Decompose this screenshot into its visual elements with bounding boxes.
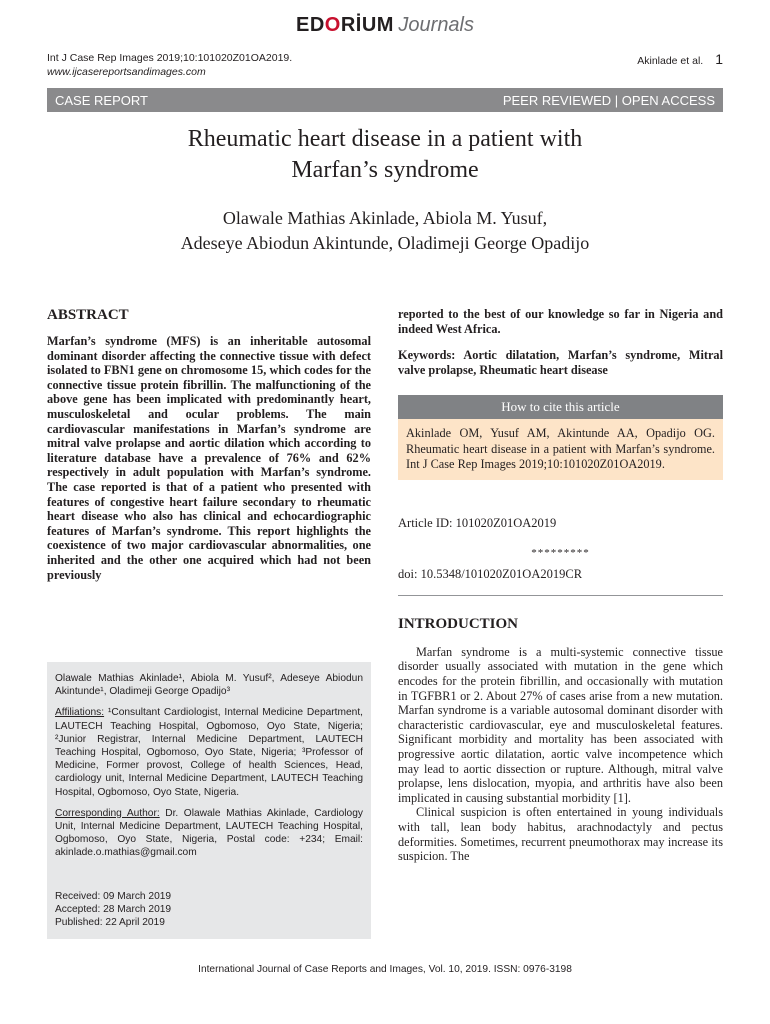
article-id: Article ID: 101020Z01OA2019 (398, 515, 557, 530)
running-header-citation (47, 51, 292, 79)
cite-heading: How to cite this article (398, 395, 723, 419)
logo-journals: Journals (398, 14, 475, 36)
author-list: Olawale Mathias Akinlade, Abiola M. Yusuf, Adeseye Abiodun Akintunde, Oladimeji George Opadijo (180, 208, 590, 253)
keywords: Keywords: Aortic dilatation, Marfan’s syndrome, Mitral valve prolapse, Rheumatic heart disease (398, 348, 723, 377)
abstract-heading: ABSTRACT (47, 307, 129, 323)
divider (398, 595, 723, 596)
published-date: Published: 22 April 2019 (55, 917, 165, 929)
abstract-text: Marfan’s syndrome (MFS) is an inheritable autosomal dominant disorder affecting the connective tissue with defect isolated to FBN1 gene on chromosome 15, which codes for the connective tissue protein fibrillin. The malfunctioning of the above gene has been implicated with predominantly heart, musculoskeletal and ocular problems. The main cardiovascular manifestations in Marfan’s syndrome are mitral valve prolapse and aortic dilation which according to literature database have a prevalence of 76% and 62% respectively in adult population with Marfan’s syndrome. The case reported is that of a patient who presented with features of congestive heart failure secondary to rheumatic heart disease who also has clinical and echocardiographic features of Marfan’s syndrome. This report highlights the coexistence of two major cardiovascular abnormalities, one inherited and the other one acquired which had not been previously (47, 334, 371, 582)
accepted-date: Accepted: 28 March 2019 (55, 904, 172, 916)
page-footer: International Journal of Case Reports and Images, Vol. 10, 2019. ISSN: 0976-3198 (198, 964, 572, 975)
article-title: Rheumatic heart disease in a patient with Marfan’s syndrome (187, 126, 583, 183)
affiliation-authors: Olawale Mathias Akinlade¹, Abiola M. Yusuf², Adeseye Abiodun Akintunde¹, Oladimeji George Opadijo³ (55, 673, 363, 698)
introduction-paragraph-1: Marfan syndrome is a multi-systemic connective tissue disorder usually associated with mutation in the gene which encodes for the protein fibrillin, and occasionally with mutation in TGFBR1 or 2. About 27% of cases arise from a new mutation. Marfan syndrome is a variable autosomal dominant disorder with characteristic cardiovascular, eye and musculoskeletal features. Significant morbidity and mortality has been associated with progressive aortic dilatation, aortic valve incompetence which may lead to aortic dissection or rupture. Although, mitral valve prolapse, lens dislocation, myopia, and arthritis have also been implicated in causing substantial morbidity [1]. (398, 644, 723, 805)
right-column (398, 307, 723, 864)
left-column (47, 307, 371, 582)
introduction-heading: INTRODUCTION (398, 615, 519, 632)
article-type-banner (47, 88, 723, 112)
received-date: Received: 09 March 2019 (55, 891, 172, 902)
affiliation-box (47, 662, 371, 939)
journal-url[interactable]: www.ijcasereportsandimages.com (47, 66, 206, 78)
logo-brand: EDORİUM (295, 14, 394, 36)
author-short: Akinlade et al. (637, 55, 704, 67)
cite-text: Akinlade OM, Yusuf AM, Akintunde AA, Opadijo OG. Rheumatic heart disease in a patient with Marfan’s syndrome. Int J Case Rep Images 2019;10:101020Z01OA2019. (398, 419, 723, 480)
peer-review-label: PEER REVIEWED | OPEN ACCESS (502, 92, 715, 108)
page-number: 1 (715, 51, 723, 67)
separator-stars: ********* (531, 546, 590, 559)
running-header-author (637, 51, 723, 67)
affiliations: Affiliations: ¹Consultant Cardiologist, Internal Medicine Department, LAUTECH Teaching Hospital, Ogbomoso, Oyo State, Nigeria; ²Junior Registrar, Internal Medicine Department, LAUTECH Teaching Hospital, Ogbomoso, Oyo State, Nigeria; ³Professor of Medicine, Former provost, College of health Sciences, Head, cardiology unit, Internal Medicine Department, LAUTECH Teaching Hospital, Ogbomoso, Oyo State, Nigeria. (55, 707, 363, 798)
publication-dates (55, 890, 171, 930)
journal-logo (0, 14, 770, 37)
citation-text: Int J Case Rep Images 2019;10:101020Z01OA2019. (47, 52, 293, 64)
case-report-label: CASE REPORT (55, 92, 148, 108)
introduction-paragraph-2: Clinical suspicion is often entertained in young individuals with tall, lean body habitus, arachnodactyly and pectus deformities. Sometimes, recurrent pneumothorax may increase its suspicion. The (398, 805, 723, 864)
abstract-continuation: reported to the best of our knowledge so far in Nigeria and indeed West Africa. (398, 307, 723, 336)
corresponding-author: Corresponding Author: Dr. Olawale Mathias Akinlade, Cardiology Unit, Internal Medicine Department, LAUTECH Teaching Hospital, Ogbomoso, Oyo State, Nigeria, Postal code: +234; Email: akinlade.o.mathias@gmail.com (55, 807, 363, 859)
doi-link[interactable]: doi: 10.5348/101020Z01OA2019CR (398, 566, 583, 581)
